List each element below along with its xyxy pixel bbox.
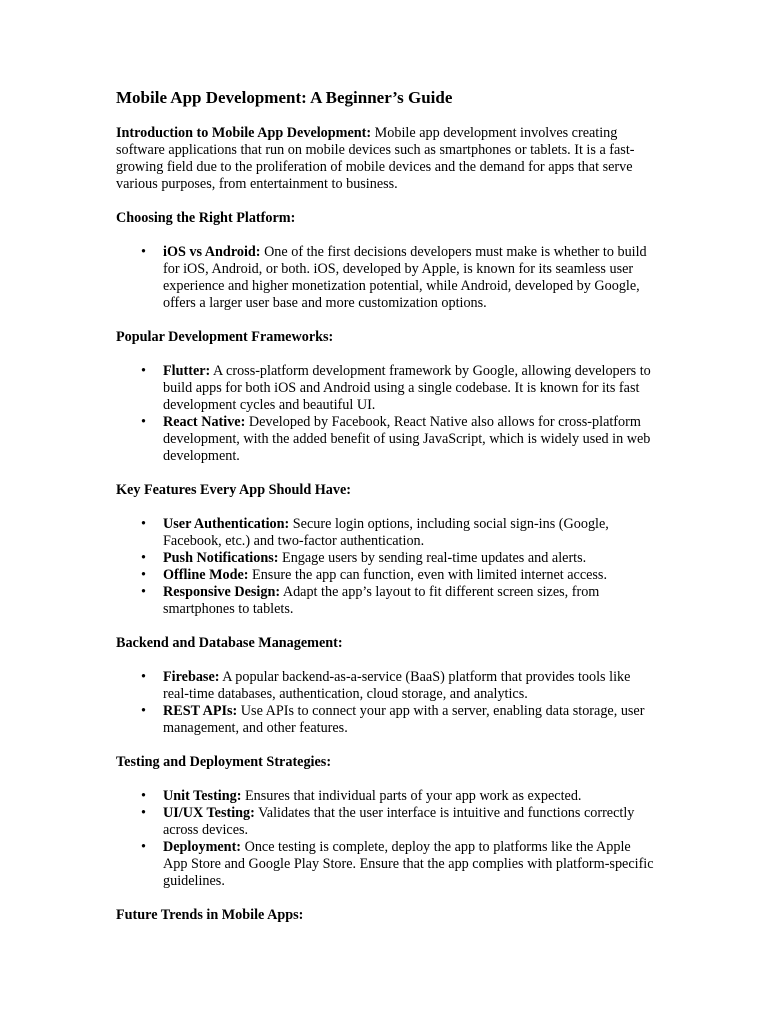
list-item-text: Secure login options, including social sign-ins (Google, Facebook, etc.) and two-factor authentication. [163,516,609,549]
list-item-text: Ensure the app can function, even with limited internet access. [248,567,608,583]
section-list-platform [116,244,656,312]
list-item [163,669,656,703]
list-item [163,516,656,550]
list-item-text: Once testing is complete, deploy the app to platforms like the Apple App Store and Google Play Store. Ensure that the app complies with platform-specific guidelines. [163,839,654,889]
list-item-text: One of the first decisions developers must make is whether to build for iOS, Android, or both. iOS, developed by Apple, is known for its seamless user experience and higher monetization potential, while Android, developed by Google, offers a larger user base and more customization options. [163,244,647,311]
list-item-label: React Native: [163,414,246,430]
section-list-features [116,516,656,618]
list-item-text: Engage users by sending real-time updates and alerts. [278,550,587,566]
section-heading-features: Key Features Every App Should Have: [116,482,352,498]
list-item [163,414,656,465]
intro-text: Mobile app development involves creating software applications that run on mobile devices such as smartphones or tablets. It is a fast-growing field due to the proliferation of mobile devices and the demand for apps that serve various purposes, from entertainment to business. [116,125,635,192]
list-item [163,805,656,839]
list-item-label: iOS vs Android: [163,244,261,260]
list-item [163,244,656,312]
list-item [163,788,656,805]
list-item-text: Validates that the user interface is intuitive and functions correctly across devices. [163,805,635,838]
list-item-text: Developed by Facebook, React Native also allows for cross-platform development, with the added benefit of using JavaScript, which is widely used in web development. [163,414,651,464]
section-heading-testing: Testing and Deployment Strategies: [116,754,332,770]
list-item-label: REST APIs: [163,703,238,719]
section-heading-future-trends: Future Trends in Mobile Apps: [116,907,304,923]
document-body [116,88,656,941]
document-title: Mobile App Development: A Beginner’s Guide [116,88,453,107]
list-item-label: Deployment: [163,839,242,855]
list-item [163,703,656,737]
section-list-frameworks [116,363,656,465]
section-heading-platform: Choosing the Right Platform: [116,210,296,226]
section-list-testing [116,788,656,890]
list-item-label: Firebase: [163,669,220,685]
list-item-label: Unit Testing: [163,788,242,804]
list-item [163,839,656,890]
list-item [163,584,656,618]
list-item-text: Ensures that individual parts of your app work as expected. [241,788,582,804]
intro-label: Introduction to Mobile App Development: [116,125,372,141]
list-item-label: Flutter: [163,363,211,379]
list-item-label: Responsive Design: [163,584,281,600]
section-heading-backend: Backend and Database Management: [116,635,343,651]
list-item-label: UI/UX Testing: [163,805,255,821]
intro-paragraph [116,125,656,193]
section-list-backend [116,669,656,737]
list-item-label: Push Notifications: [163,550,279,566]
list-item-text: A popular backend-as-a-service (BaaS) platform that provides tools like real-time databases, authentication, cloud storage, and analytics. [163,669,631,702]
list-item [163,363,656,414]
list-item-label: User Authentication: [163,516,290,532]
list-item-text: A cross-platform development framework by Google, allowing developers to build apps for both iOS and Android using a single codebase. It is known for its fast development cycles and beautiful UI. [163,363,651,413]
section-heading-frameworks: Popular Development Frameworks: [116,329,334,345]
list-item-text: Use APIs to connect your app with a server, enabling data storage, user management, and other features. [163,703,645,736]
list-item [163,567,656,584]
list-item-label: Offline Mode: [163,567,249,583]
list-item-text: Adapt the app’s layout to fit different screen sizes, from smartphones to tablets. [163,584,600,617]
list-item [163,550,656,567]
